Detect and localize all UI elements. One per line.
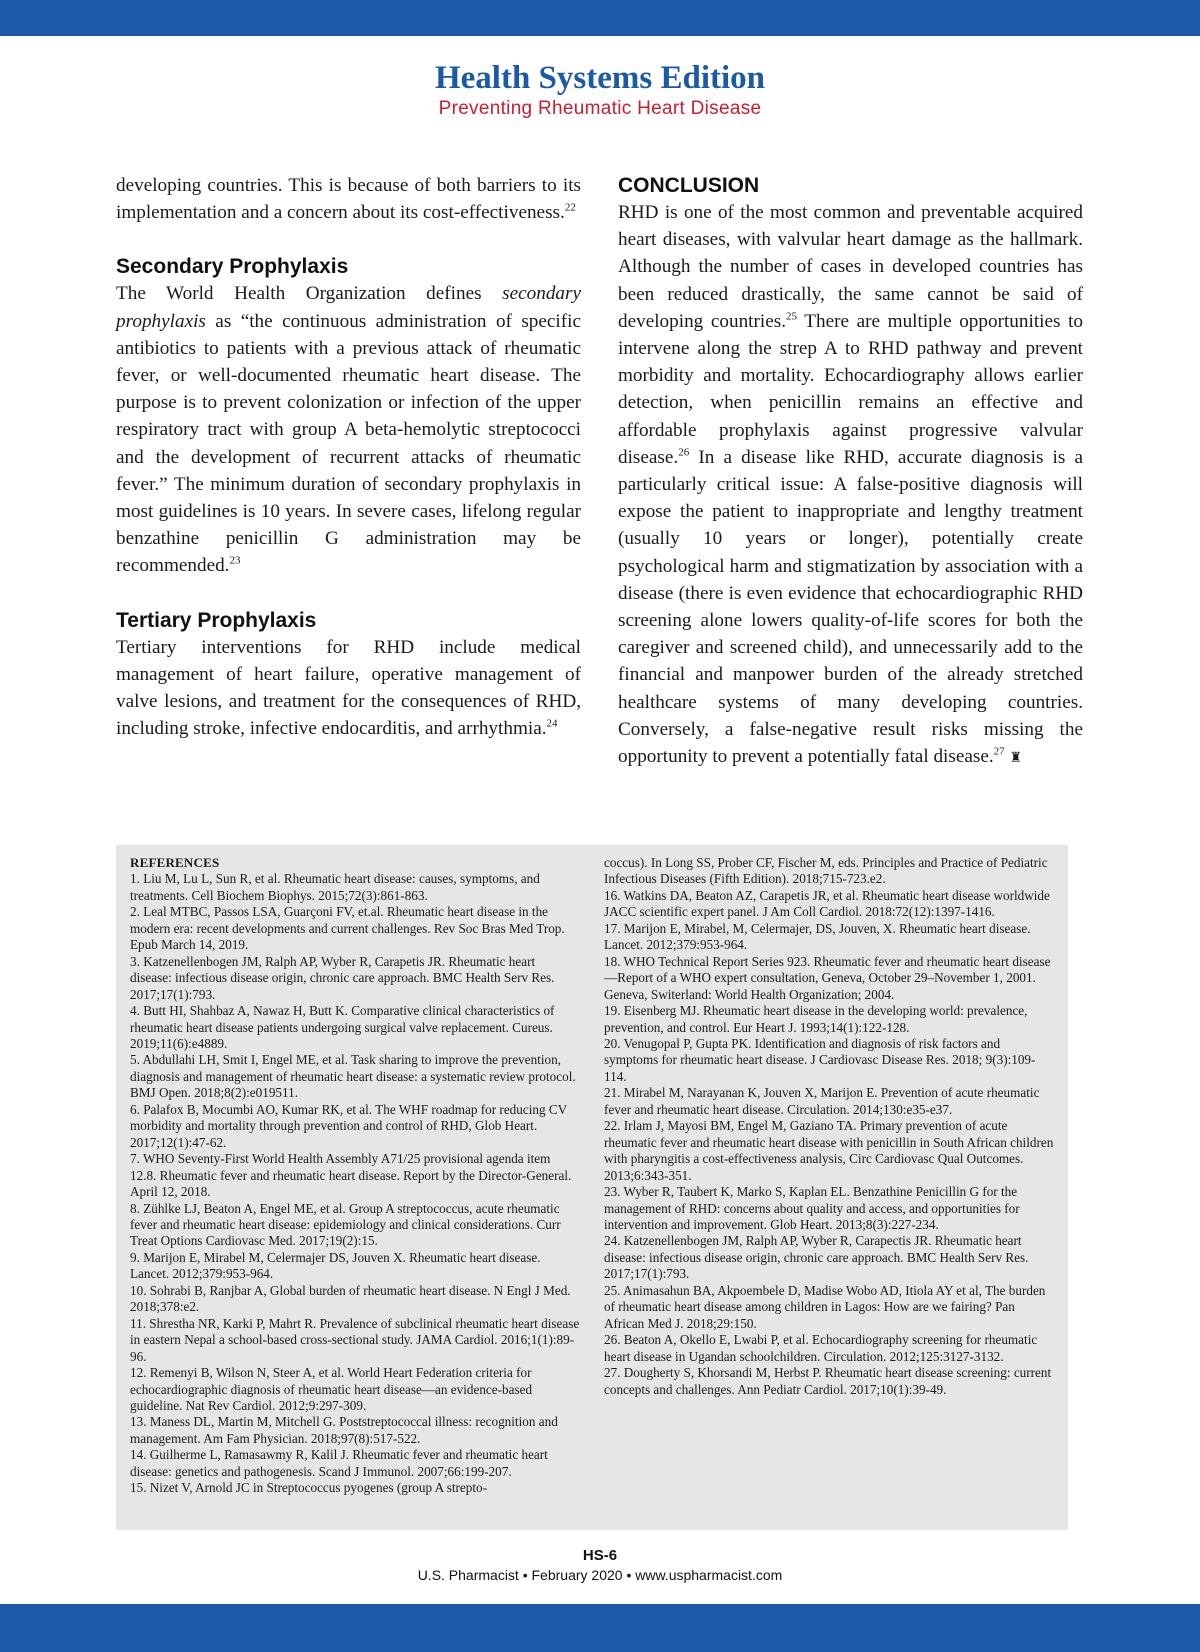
publication-line: U.S. Pharmacist • February 2020 • www.uspharmacist.com <box>417 1567 783 1583</box>
article-subtitle: Preventing Rheumatic Heart Disease <box>438 98 762 119</box>
conclusion-heading: CONCLUSION <box>618 174 760 197</box>
end-of-article-icon: ♜ <box>1009 751 1023 767</box>
reference-item: 1. Liu M, Lu L, Sun R, et al. Rheumatic heart disease: causes, symptoms, and treatments. Cell Biochem Biophys. 2015;72(3):861-863. <box>130 871 540 903</box>
reference-item: 22. Irlam J, Mayosi BM, Engel M, Gaziano TA. Primary prevention of acute rheumatic fever and rheumatic heart disease with penicillin in South African children with pharyngitis a cost-effectiveness analysis, Circ Cardiovasc Qual Outcomes. 2013;6:343-351. <box>604 1118 1054 1183</box>
reference-item: 3. Katzenellenbogen JM, Ralph AP, Wyber R, Carapetis JR. Rheumatic heart disease: infectious disease origin, chronic care approach. BMC Health Serv Res. 2017;17(1):793. <box>130 953 555 1002</box>
right-column <box>618 172 1083 772</box>
ref-superscript: 27 <box>993 745 1005 758</box>
reference-item: 14. Guilherme L, Ramasawmy R, Kalil J. Rheumatic fever and rheumatic heart disease: genetics and pathogenesis. Scand J Immunol. 2007;66:199-207. <box>130 1447 548 1479</box>
ref-superscript: 22 <box>564 201 576 214</box>
conclusion-paragraph: RHD is one of the most common and preventable acquired heart diseases, with valvular heart damage as the hallmark. Although the number of cases in developed countries has been reduced drastically, the same cannot be said of developing countries.$^{25}$ There are multiple opportunities to intervene along the strep A to RHD pathway and prevent morbidity and mortality. Echocardiography allows earlier detection, when penicillin remains an effective and affordable prophylaxis against progressive valvular disease.$^{26}$ In a disease like RHD, accurate diagnosis is a particularly critical issue: A false-positive diagnosis will expose the patient to inappropriate and lengthy treatment (usually 10 years or longer), potentially create psychological harm and stigmatization by association with a disease (there is even evidence that echocardiographic RHD screening alone lowers quality-of-life scores for both the caregiver and screened child), and unnecessarily add to the financial and manpower burden of the already stretched healthcare systems of many developing countries. Conversely, a false-negative result risks missing the opportunity to prevent a potentially fatal disease.$^{27}$ ♜ <box>618 202 1083 768</box>
reference-item: 10. Sohrabi B, Ranjbar A, Global burden of rheumatic heart disease. N Engl J Med. 2018;378:e2. <box>130 1282 571 1315</box>
reference-item: 15. Nizet V, Arnold JC in Streptococcus pyogenes (group A strepto- <box>130 1480 487 1496</box>
reference-item: 25. Animasahun BA, Akpoembele D, Madise Wobo AD, Itiola AY et al, The burden of rheumatic heart disease among children in Lagos: How are we fairing? Pan African Med J. 2018;29:150. <box>604 1282 1046 1331</box>
bottom-color-band <box>0 1604 1200 1652</box>
reference-item: 13. Maness DL, Martin M, Mitchell G. Poststreptococcal illness: recognition and management. Am Fam Physician. 2018;97(8):517-522. <box>130 1414 558 1446</box>
reference-item: 2. Leal MTBC, Passos LSA, Guarçoni FV, et.al. Rheumatic heart disease in the modern era: recent developments and current challenges. Rev Soc Bras Med Trop. Epub March 14, 2019. <box>130 904 565 953</box>
ref-superscript: 26 <box>678 446 690 459</box>
references-column-1 <box>130 855 580 1530</box>
reference-item: 21. Mirabel M, Narayanan K, Jouven X, Marijon E. Prevention of acute rheumatic fever and rheumatic heart disease. Circulation. 2014;130:e35-e37. <box>604 1085 1040 1117</box>
reference-item: 6. Palafox B, Mocumbi AO, Kumar RK, et al. The WHF roadmap for reducing CV morbidity and mortality through prevention and control of RHD, Glob Heart. 2017;12(1):47-62. <box>130 1101 567 1150</box>
reference-item: 7. WHO Seventy-First World Health Assembly A71/25 provisional agenda item 12.8. Rheumatic fever and rheumatic heart disease. Report by the Director-General. April 12, 2018. <box>130 1151 572 1200</box>
tertiary-prophylaxis-heading: Tertiary Prophylaxis <box>116 608 317 632</box>
ref-superscript: 23 <box>229 555 241 568</box>
left-column <box>116 172 581 742</box>
reference-item: 11. Shrestha NR, Karki P, Mahrt R. Prevalence of subclinical rheumatic heart disease in eastern Nepal a school-based cross-sectional study. JAMA Cardiol. 2016;1(1):89-96. <box>130 1315 580 1364</box>
references-heading: REFERENCES <box>130 855 220 870</box>
secondary-prophylaxis-heading: Secondary Prophylaxis <box>116 255 349 279</box>
edition-title: Health Systems Edition <box>434 60 766 96</box>
references-box <box>116 845 1068 1530</box>
reference-item: 5. Abdullahi LH, Smit I, Engel ME, et al. Task sharing to improve the prevention, diagnosis and management of rheumatic heart disease: a systematic review protocol. BMJ Open. 2018;8(2):e019511. <box>130 1052 576 1101</box>
secondary-prophylaxis-paragraph: The World Health Organization defines secondary prophylaxis as “the continuous administration of specific antibiotics to patients with a previous attack of rheumatic fever, or well-documented rheumatic heart disease. The purpose is to prevent colonization or infection of the upper respiratory tract with group A beta-hemolytic streptococci and the development of recurrent attacks of rheumatic fever.” The minimum duration of secondary prophylaxis in most guidelines is 10 years. In severe cases, lifelong regular benzathine penicillin G administration may be recommended.$^{23}$ <box>116 283 581 577</box>
top-color-band <box>0 0 1200 36</box>
intro-paragraph: developing countries. This is because of both barriers to its implementation and a concern about its cost-effectiveness.$^{22}$ <box>116 175 581 224</box>
reference-item: 18. WHO Technical Report Series 923. Rheumatic fever and rheumatic heart disease—Report of a WHO expert consultation, Geneva, October 29–November 1, 2001. Geneva, Switerland: World Health Organization; 2004. <box>604 953 1051 1002</box>
reference-item: 9. Marijon E, Mirabel M, Celermajer DS, Jouven X. Rheumatic heart disease. Lancet. 2012;379:953-964. <box>130 1249 541 1282</box>
reference-item: 27. Dougherty S, Khorsandi M, Herbst P. Rheumatic heart disease screening: current concepts and challenges. Ann Pediatr Cardiol. 2017;10(1):39-49. <box>604 1365 1052 1397</box>
ref-superscript: 25 <box>786 310 797 323</box>
reference-item: 19. Eisenberg MJ. Rheumatic heart disease in the developing world: prevalence, prevention, and control. Eur Heart J. 1993;14(1):122-128. <box>604 1003 1028 1035</box>
page-header <box>0 58 1200 120</box>
reference-item: 24. Katzenellenbogen JM, Ralph AP, Wyber R, Carapectis JR. Rheumatic heart disease: infectious disease origin, chronic care approach. BMC Health Serv Res. 2017;17(1):793. <box>604 1233 1029 1282</box>
reference-item: 4. Butt HI, Shahbaz A, Nawaz H, Butt K. Comparative clinical characteristics of rheumatic heart disease patients undergoing surgical valve replacement. Cureus. 2019;11(6):e4889. <box>130 1003 555 1051</box>
reference-item: 12. Remenyi B, Wilson N, Steer A, et al. World Heart Federation criteria for echocardiographic diagnosis of rheumatic heart disease—an evidence-based guideline. Nat Rev Cardiol. 2012;9:297-309. <box>130 1365 533 1413</box>
reference-item: coccus). In Long SS, Prober CF, Fischer M, eds. Principles and Practice of Pediatric Infectious Diseases (Fifth Edition). 2018;715-723.e2. <box>604 855 1048 887</box>
page-number: HS-6 <box>582 1547 618 1564</box>
tertiary-prophylaxis-paragraph: Tertiary interventions for RHD include medical management of heart failure, operative management of valve lesions, and treatment for the consequences of RHD, including stroke, infective endocarditis, and arrhythmia.$^{24}$ <box>116 636 581 740</box>
reference-item: 16. Watkins DA, Beaton AZ, Carapetis JR, et al. Rheumatic heart disease worldwide JACC scientific expert panel. J Am Coll Cardiol. 2018:72(12):1397-1416. <box>604 887 1050 920</box>
ref-superscript: 24 <box>546 717 558 730</box>
reference-item: 20. Venugopal P, Gupta PK. Identification and diagnosis of risk factors and symptoms for rheumatic heart disease. J Cardiovasc Disease Res. 2018; 9(3):109-114. <box>604 1035 1036 1084</box>
page-footer <box>0 1546 1200 1584</box>
references-column-2 <box>604 855 1054 1530</box>
reference-item: 8. Zühlke LJ, Beaton A, Engel ME, et al. Group A streptococcus, acute rheumatic fever and rheumatic heart disease: epidemiology and clinical considerations. Curr Treat Options Cardiovasc Med. 2017;19(2):15. <box>130 1200 561 1249</box>
reference-item: 23. Wyber R, Taubert K, Marko S, Kaplan EL. Benzathine Penicillin G for the management of RHD: concerns about quality and access, and opportunities for intervention and improvement. Glob Heart. 2013;8(3):227-234. <box>604 1184 1020 1232</box>
reference-item: 17. Marijon E, Mirabel, M, Celermajer, DS, Jouven, X. Rheumatic heart disease. Lancet. 2012;379:953-964. <box>604 920 1031 953</box>
reference-item: 26. Beaton A, Okello E, Lwabi P, et al. Echocardiography screening for rheumatic heart disease in Ugandan schoolchildren. Circulation. 2012;125:3127-3132. <box>604 1332 1038 1364</box>
